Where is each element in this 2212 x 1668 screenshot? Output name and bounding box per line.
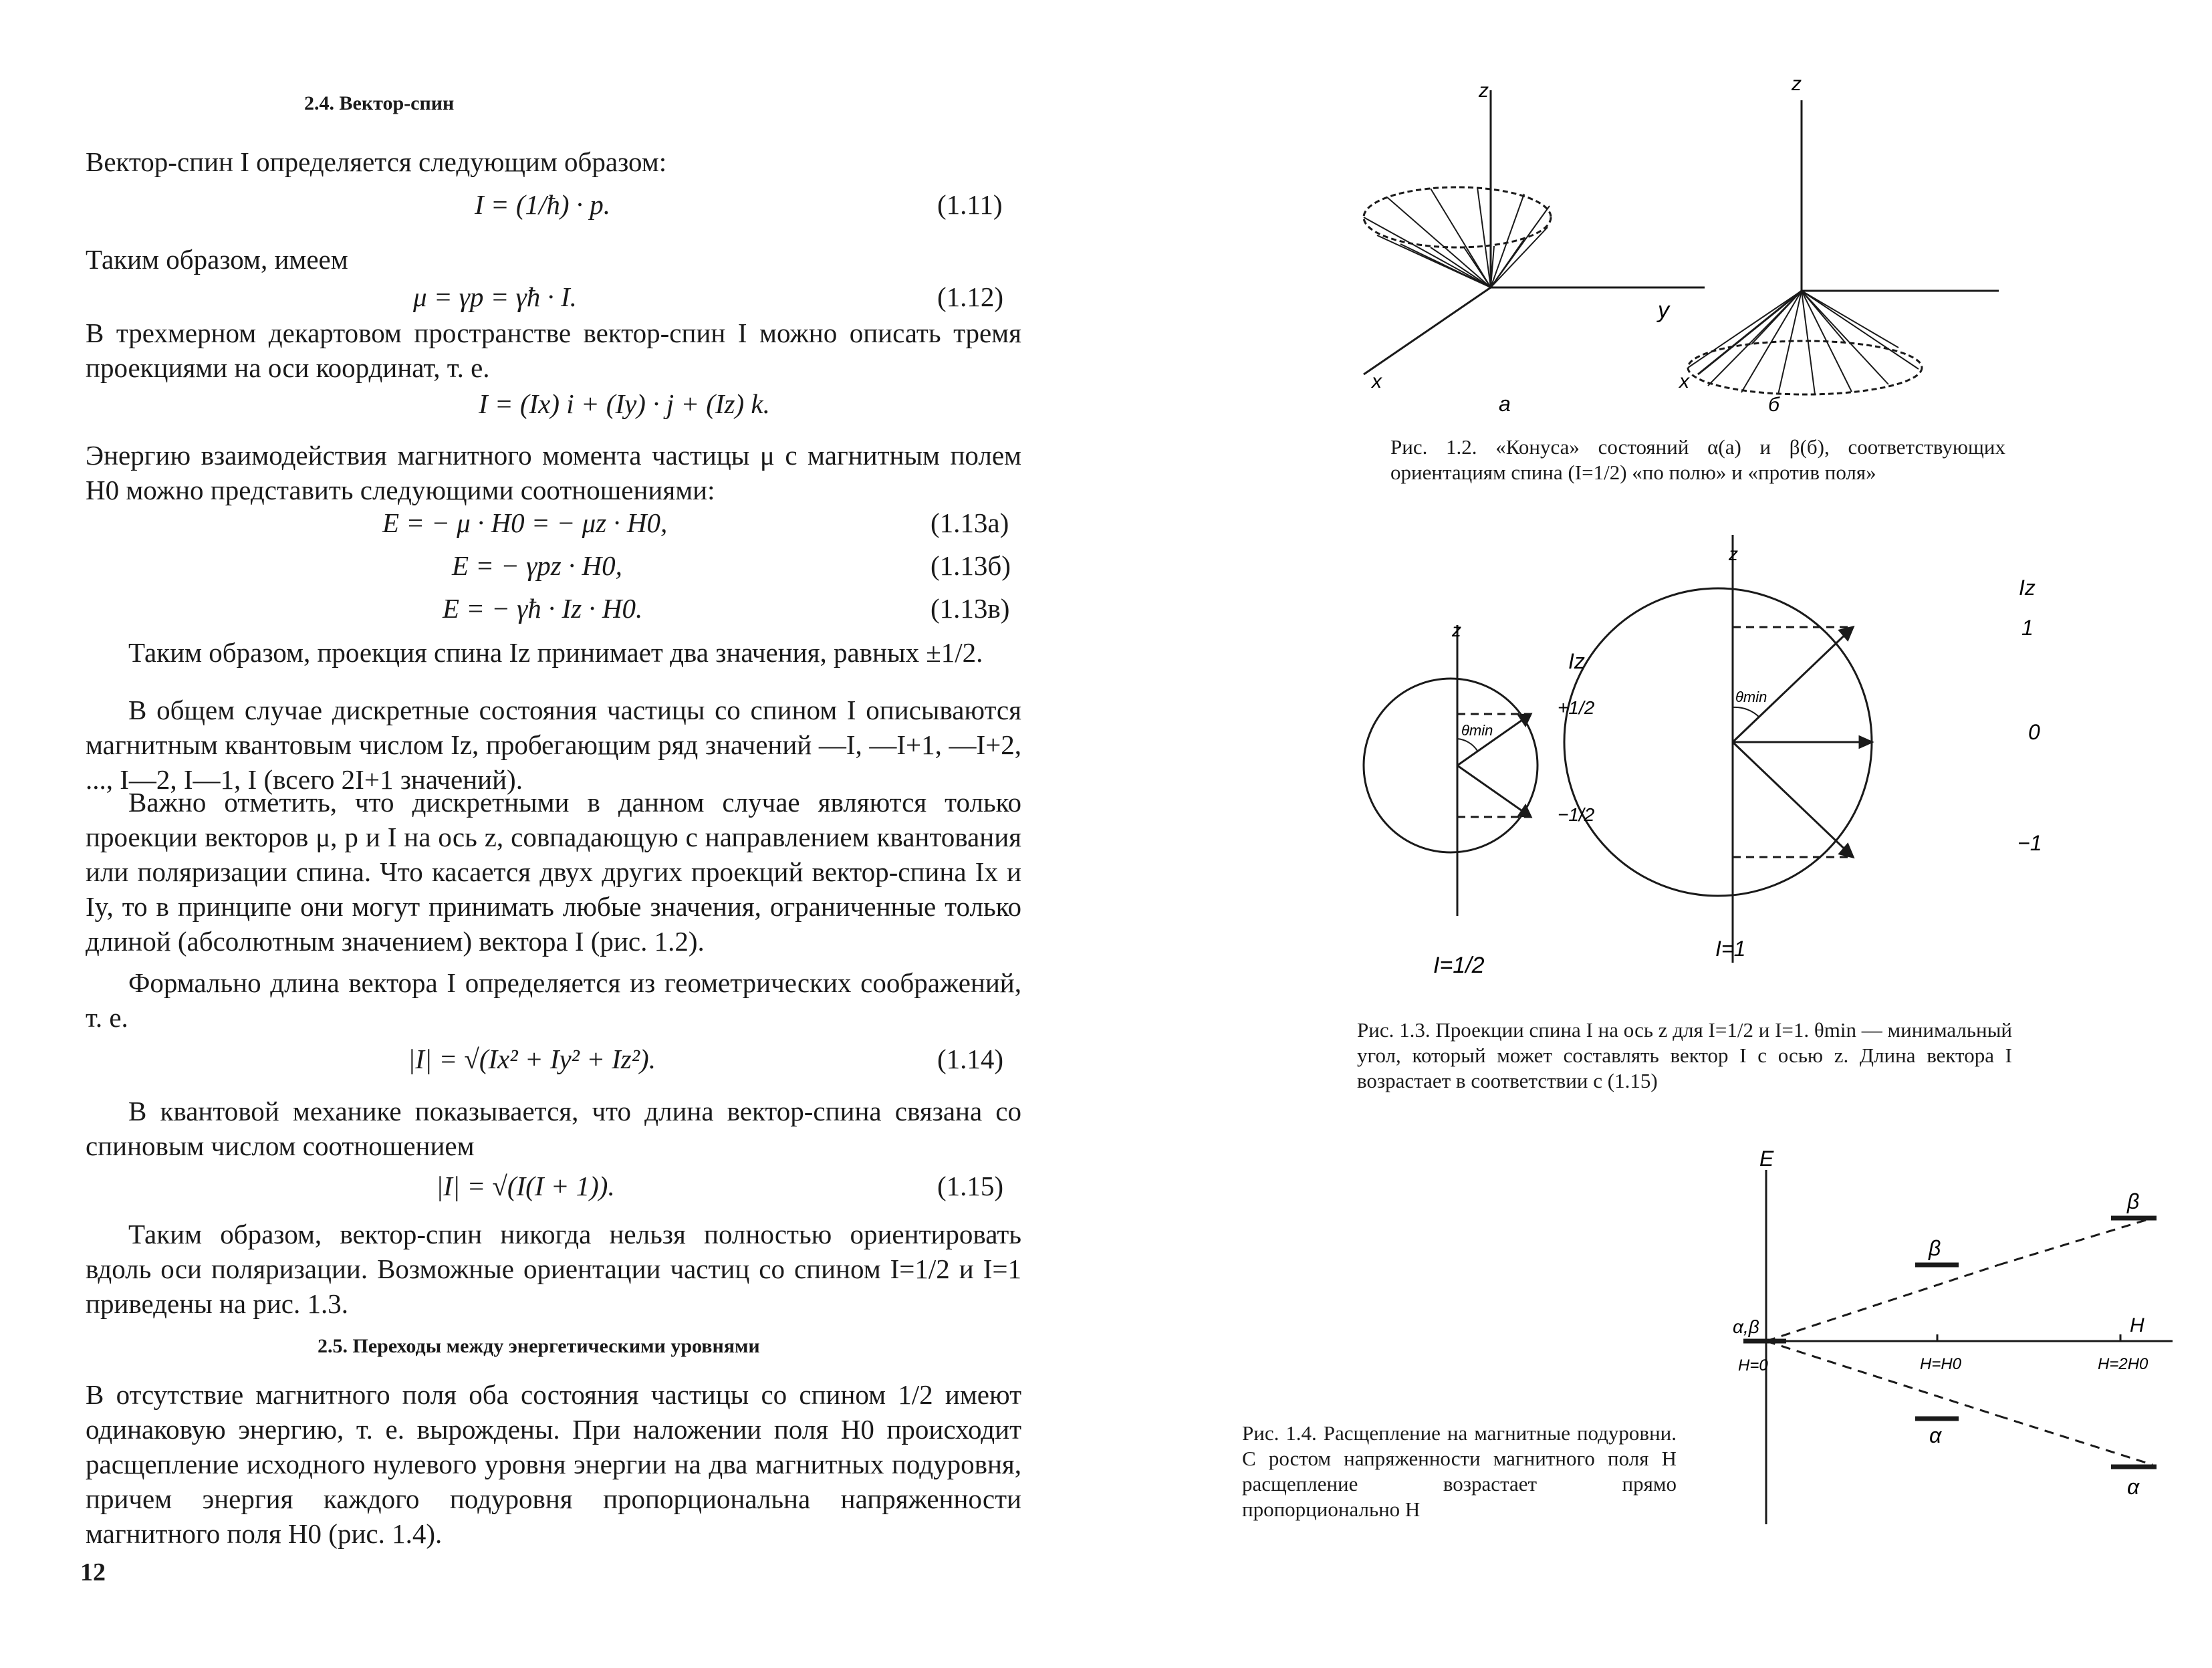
alpha-level-label: α <box>2127 1475 2140 1499</box>
equation-number: (1.12) <box>937 281 1004 312</box>
theta-min-label: θmin <box>1461 722 1493 739</box>
beta-level-label: β <box>2127 1189 2140 1213</box>
equation-1-14: |I| = √(Ix² + Iy² + Iz²). <box>408 1044 656 1074</box>
paragraph: В трехмерном декартовом пространстве вектор-спин I можно описать тремя проекциями на оси координат, т. е. <box>86 318 1021 383</box>
equation-number: (1.14) <box>937 1044 1004 1074</box>
field-zero-label: H=0 <box>1738 1356 1768 1375</box>
figure-1-3-spin-projections <box>1337 535 2072 989</box>
field-h0-label: H=H0 <box>1920 1355 1962 1373</box>
projection-zero: 0 <box>2028 720 2040 744</box>
axis-label-x: x <box>1679 370 1689 392</box>
axis-label-iz: Iz <box>2019 576 2036 600</box>
subfigure-label-a: а <box>1499 392 1511 416</box>
paragraph: Таким образом, имеем <box>86 244 348 275</box>
equation-number: (1.13б) <box>931 550 1011 581</box>
degenerate-level-label: α,β <box>1733 1316 1759 1337</box>
projection-one: 1 <box>2021 616 2034 640</box>
equation-1-12: μ = γp = γħ · I. <box>413 281 577 312</box>
equation-number: (1.13в) <box>931 593 1010 624</box>
axis-label-z: z <box>1729 544 1738 564</box>
paragraph: В отсутствие магнитного поля оба состояния частицы со спином 1/2 имеют одинаковую энергию, т. е. вырождены. При наложении поля H0 происходит расщепление исходного нулевого уровня энергии на два магнитных подуровня, причем энергия каждого подуровня пропорциональна напряженности магнитного поля H0 (рис. 1.4). <box>86 1379 1021 1549</box>
axis-label-y: y <box>1658 297 1669 323</box>
equation-1-15: |I| = √(I(I + 1)). <box>436 1171 615 1201</box>
figure-1-2-caption: Рис. 1.2. «Конуса» состояний α(а) и β(б), соответствующих ориентациям спина (I=1/2) «по полю» и «против поля» <box>1390 435 2005 484</box>
paragraph: Вектор-спин I определяется следующим образом: <box>86 146 667 177</box>
projection-minus-one: −1 <box>2017 831 2042 855</box>
spin-label-one: I=1 <box>1715 937 1746 961</box>
paragraph: В общем случае дискретные состояния частицы со спином I описываются магнитным квантовым числом Iz, пробегающим ряд значений —I, —I+1, —I+2, ..., I—2, I—1, I (всего 2I+1 значений). <box>86 695 1021 795</box>
section-title-vector-spin: 2.4. Вектор-спин <box>304 92 455 114</box>
axis-label-z: z <box>1792 73 1802 95</box>
figure-1-4-caption: Рис. 1.4. Расщепление на магнитные подуровни. С ростом напряженности магнитного поля H расщепление возрастает прямо пропорционально H <box>1242 1421 1677 1521</box>
equation-1-11: I = (1/ħ) · p. <box>475 189 611 220</box>
axis-label-iz: Iz <box>1568 649 1585 673</box>
paragraph: Важно отметить, что дискретными в данном случае являются только проекции векторов μ, p и I на ось z, совпадающую с направлением квантования или поляризации спина. Что касается двух других проекций вектор-спина Ix и Iy, то в принципе они могут принимать любые значения, ограниченные только длиной (абсолютным значением) вектора I (рис. 1.2). <box>86 787 1021 957</box>
axis-label-e: E <box>1759 1147 1774 1171</box>
field-2h0-label: H=2H0 <box>2098 1355 2148 1373</box>
projection-plus-half: +1/2 <box>1558 697 1595 718</box>
beta-level-label: β <box>1929 1236 1941 1260</box>
theta-min-label: θmin <box>1735 689 1767 705</box>
paragraph: Таким образом, вектор-спин никогда нельзя полностью ориентировать вдоль оси поляризации. Возможные ориентации частиц со спином I=1/2 и I=1 приведены на рис. 1.3. <box>86 1219 1021 1319</box>
equation-number: (1.13а) <box>931 507 1009 538</box>
figure-1-4-energy-splitting <box>1711 1143 2206 1531</box>
axis-label-z: z <box>1452 620 1461 640</box>
page-number: 12 <box>80 1558 106 1586</box>
equation-components: I = (Ix) i + (Iy) · j + (Iz) k. <box>479 388 770 419</box>
figure-1-3-caption: Рис. 1.3. Проекции спина I на ось z для I=1/2 и I=1. θmin — минимальный угол, который может составлять вектор I с осью z. Длина вектора I возрастает в соответствии с (1.15) <box>1357 1018 2012 1092</box>
axis-label-h: H <box>2130 1314 2144 1336</box>
equation-1-13b: E = − γpz · H0, <box>452 550 622 581</box>
alpha-level-label: α <box>1929 1423 1942 1447</box>
paragraph: В квантовой механике показывается, что длина вектор-спина связана со спиновым числом соотношением <box>86 1096 1021 1161</box>
axis-label-z: z <box>1479 80 1489 102</box>
projection-minus-half: −1/2 <box>1558 804 1595 825</box>
subfigure-label-b: б <box>1768 394 1779 416</box>
section-title-transitions: 2.5. Переходы между энергетическими уровнями <box>318 1335 760 1357</box>
equation-1-13a: E = − μ · H0 = − μz · H0, <box>382 507 668 538</box>
equation-number: (1.15) <box>937 1171 1004 1201</box>
spin-label-half: I=1/2 <box>1433 953 1485 978</box>
equation-1-13c: E = − γħ · Iz · H0. <box>443 593 643 624</box>
paragraph: Таким образом, проекция спина Iz принимает два значения, равных ±1/2. <box>128 637 983 668</box>
paragraph: Формально длина вектора I определяется из геометрических соображений, т. е. <box>86 967 1021 1033</box>
paragraph: Энергию взаимодействия магнитного момента частицы μ с магнитным полем H0 можно представить следующими соотношениями: <box>86 440 1021 505</box>
equation-number: (1.11) <box>937 189 1003 220</box>
figure-1-2-cones <box>1324 60 2025 435</box>
axis-label-x: x <box>1372 370 1382 392</box>
